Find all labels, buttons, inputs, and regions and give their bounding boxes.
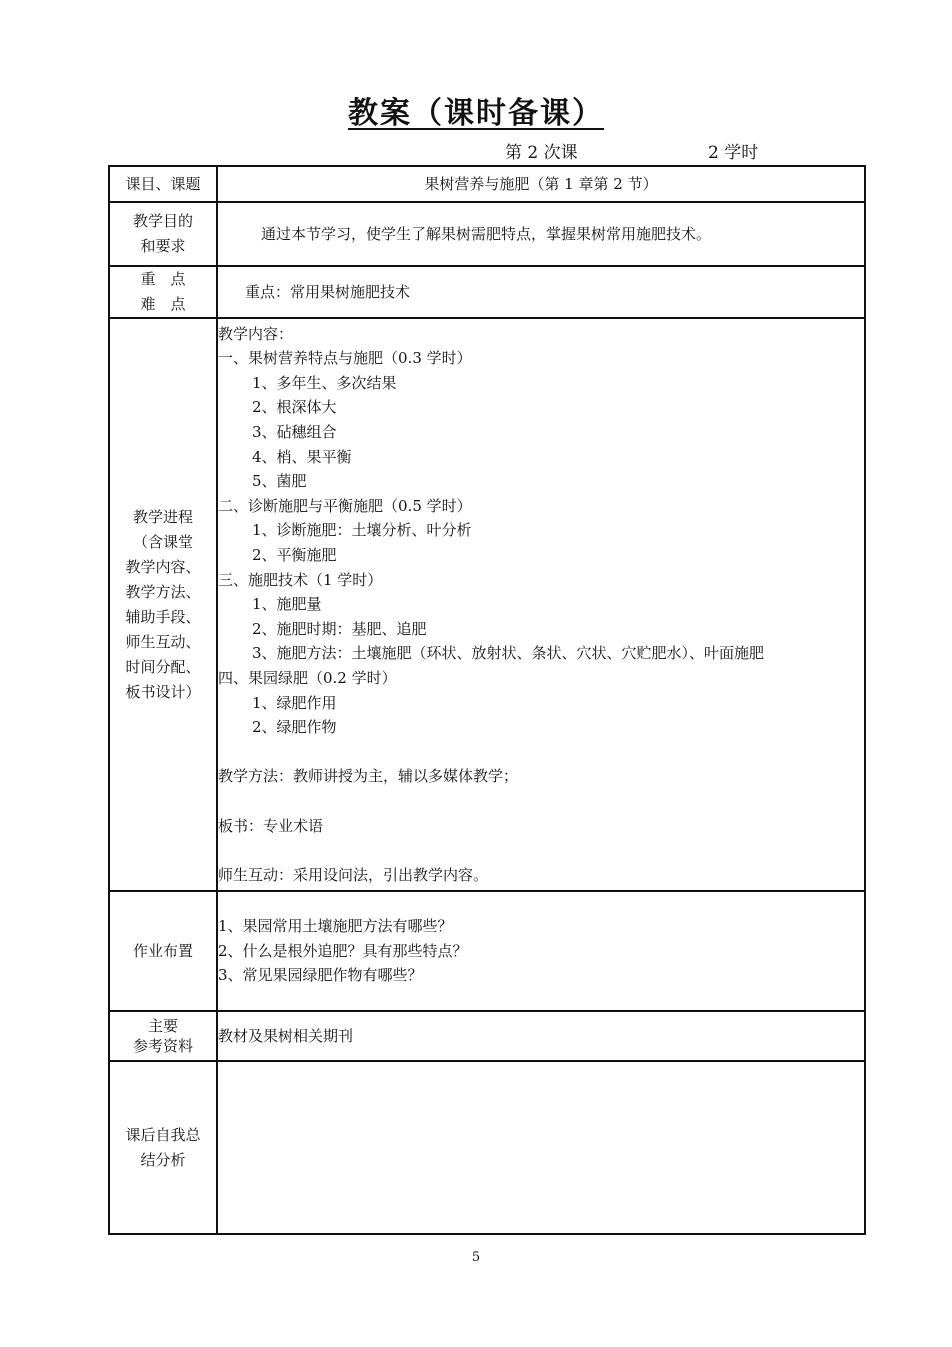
goal-value: 通过本节学习，使学生了解果树需肥特点，掌握果树常用施肥技术。 bbox=[217, 202, 865, 266]
references-label bbox=[109, 1011, 217, 1061]
process-label-line: 教学方法、 bbox=[125, 582, 201, 601]
board-design: 板书：专业术语 bbox=[218, 816, 324, 835]
review-row bbox=[109, 1061, 865, 1234]
section-item: 2、绿肥作物 bbox=[252, 718, 337, 737]
key-points-value: 重点：常用果树施肥技术 bbox=[217, 266, 865, 318]
section-item: 1、多年生、多次结果 bbox=[252, 373, 397, 392]
section-item: 1、施肥量 bbox=[252, 595, 322, 614]
section-title: 三、施肥技术（1 学时） bbox=[218, 570, 383, 589]
section-item: 1、诊断施肥：土壤分析、叶分析 bbox=[252, 521, 472, 540]
homework-content bbox=[217, 891, 865, 1011]
goal-label bbox=[109, 202, 217, 266]
process-label-line: 师生互动、 bbox=[125, 632, 201, 651]
section-item: 4、梢、果平衡 bbox=[252, 447, 352, 466]
document-title bbox=[0, 94, 952, 134]
spacer bbox=[218, 740, 864, 765]
process-label-line: 教学进程 bbox=[132, 507, 193, 526]
document-title-text: 教案（课时备课） bbox=[348, 96, 604, 131]
course-label: 课目、课题 bbox=[109, 166, 217, 202]
references-value: 教材及果树相关期刊 bbox=[217, 1011, 865, 1061]
review-label bbox=[109, 1061, 217, 1234]
references-label-line: 主要 bbox=[147, 1017, 178, 1035]
process-content bbox=[217, 318, 865, 891]
goal-label-line: 教学目的 bbox=[132, 212, 193, 230]
spacer bbox=[218, 838, 864, 863]
section-item: 2、施肥时期：基肥、追肥 bbox=[252, 619, 427, 638]
spacer bbox=[218, 789, 864, 814]
teacher-student-interaction: 师生互动：采用设问法，引出教学内容。 bbox=[218, 865, 489, 884]
section-item: 5、菌肥 bbox=[252, 472, 307, 491]
process-label-line: 板书设计） bbox=[125, 682, 201, 701]
key-points-label-line: 重 点 bbox=[140, 270, 186, 288]
key-points-row bbox=[109, 266, 865, 318]
process-label-line: 辅助手段、 bbox=[125, 607, 201, 626]
section-title: 四、果园绿肥（0.2 学时） bbox=[218, 668, 397, 687]
goal-row bbox=[109, 202, 865, 266]
section-item: 2、根深体大 bbox=[252, 398, 337, 417]
process-label-line: 时间分配、 bbox=[125, 657, 201, 676]
review-value bbox=[217, 1061, 865, 1234]
goal-label-line: 和要求 bbox=[140, 237, 186, 255]
review-label-line: 课后自我总 bbox=[125, 1125, 201, 1144]
section-item: 3、砧穗组合 bbox=[252, 423, 337, 442]
section-item: 3、施肥方法：土壤施肥（环状、放射状、条状、穴状、穴贮肥水）、叶面施肥 bbox=[252, 644, 765, 663]
session-hours: 2 学时 bbox=[708, 143, 759, 163]
references-label-line: 参考资料 bbox=[132, 1037, 193, 1055]
process-label-line: 教学内容、 bbox=[125, 557, 201, 576]
course-value: 果树营养与施肥（第 1 章第 2 节） bbox=[217, 166, 865, 202]
homework-item: 3、常见果园绿肥作物有哪些？ bbox=[218, 966, 423, 985]
homework-label: 作业布置 bbox=[109, 891, 217, 1011]
process-heading: 教学内容： bbox=[218, 324, 294, 343]
section-item: 2、平衡施肥 bbox=[252, 546, 337, 565]
key-points-label bbox=[109, 266, 217, 318]
session-number: 第 2 次课 bbox=[505, 143, 578, 163]
process-label bbox=[109, 318, 217, 891]
section-title: 一、果树营养特点与施肥（0.3 学时） bbox=[218, 349, 472, 368]
page-number: 5 bbox=[471, 1250, 481, 1265]
references-row bbox=[109, 1011, 865, 1061]
review-label-line: 结分析 bbox=[140, 1150, 186, 1169]
homework-item: 2、什么是根外追肥？具有那些特点？ bbox=[218, 941, 468, 960]
section-item: 1、绿肥作用 bbox=[252, 693, 337, 712]
homework-item: 1、果园常用土壤施肥方法有哪些？ bbox=[218, 917, 453, 936]
homework-row bbox=[109, 891, 865, 1011]
section-title: 二、诊断施肥与平衡施肥（0.5 学时） bbox=[218, 496, 472, 515]
lesson-plan-table bbox=[108, 165, 866, 1235]
course-row bbox=[109, 166, 865, 202]
process-row bbox=[109, 318, 865, 891]
process-label-line: （含课堂 bbox=[132, 532, 193, 551]
teaching-method: 教学方法：教师讲授为主，辅以多媒体教学； bbox=[218, 767, 519, 786]
key-points-label-line: 难 点 bbox=[140, 295, 186, 313]
